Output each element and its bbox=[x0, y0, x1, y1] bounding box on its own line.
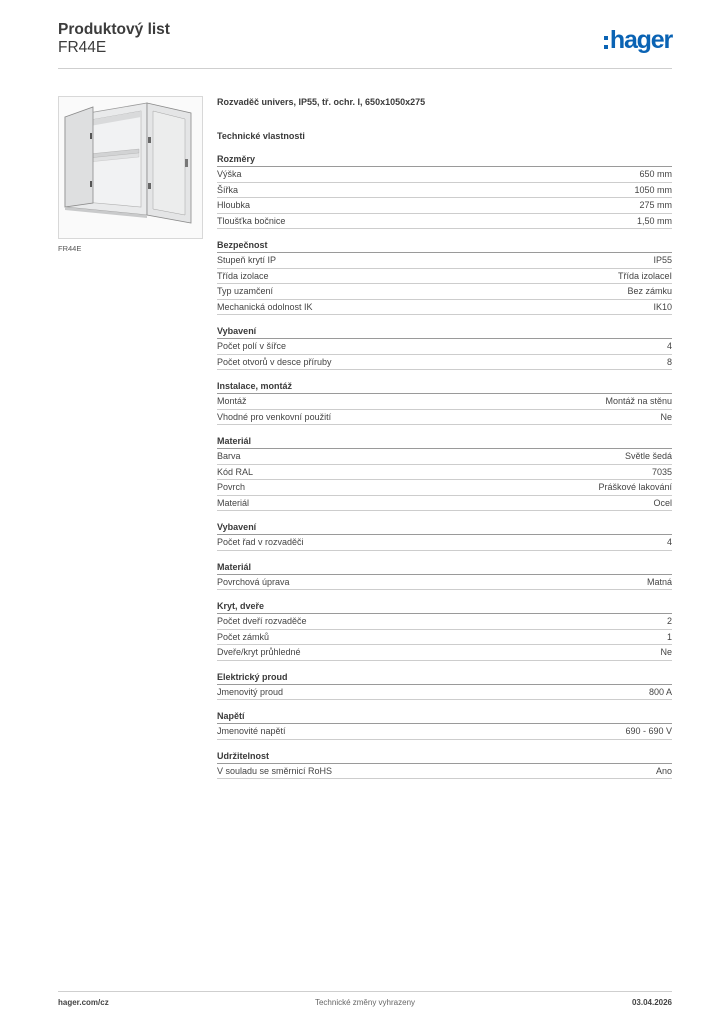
spec-row bbox=[217, 645, 672, 661]
section-title: Napětí bbox=[217, 710, 672, 724]
spec-value: 650 mm bbox=[639, 169, 672, 179]
spec-label: Barva bbox=[217, 451, 241, 461]
section-title: Instalace, montáž bbox=[217, 380, 672, 394]
spec-section bbox=[217, 561, 672, 591]
spec-value: Ne bbox=[660, 647, 672, 657]
spec-row bbox=[217, 269, 672, 285]
spec-label: Dveře/kryt průhledné bbox=[217, 647, 301, 657]
spec-label: Vhodné pro venkovní použití bbox=[217, 411, 332, 422]
spec-row bbox=[217, 394, 672, 410]
spec-row bbox=[217, 480, 672, 496]
spec-value: 1050 mm bbox=[634, 184, 672, 195]
spec-label: V souladu se směrnicí RoHS bbox=[217, 765, 333, 776]
image-caption: FR44E bbox=[58, 244, 82, 253]
spec-value: 4 bbox=[666, 537, 672, 547]
spec-section bbox=[217, 380, 672, 425]
spec-section bbox=[217, 153, 672, 229]
spec-value: 8 bbox=[666, 356, 672, 367]
spec-value: Ne bbox=[660, 411, 672, 422]
section-title: Vybavení bbox=[217, 325, 672, 339]
spec-value: 690 - 690 V bbox=[625, 726, 672, 736]
section-title: Materiál bbox=[217, 435, 672, 449]
spec-label: Materiál bbox=[217, 497, 250, 508]
footer-date: 03.04.2026 bbox=[631, 998, 672, 1007]
section-title: Rozměry bbox=[217, 153, 672, 167]
section-title: Udržitelnost bbox=[217, 750, 672, 764]
spec-value: IP55 bbox=[653, 255, 672, 265]
spec-label: Počet polí v šířce bbox=[217, 341, 287, 351]
spec-value: 2 bbox=[666, 616, 672, 626]
spec-label: Třída izolace bbox=[217, 270, 269, 281]
spec-label: Jmenovitý proud bbox=[217, 686, 284, 697]
spec-label: Stupeň krytí IP bbox=[217, 255, 277, 265]
logo-text: hager bbox=[609, 26, 672, 54]
spec-row bbox=[217, 764, 672, 780]
spec-section bbox=[217, 710, 672, 740]
spec-value: 4 bbox=[666, 341, 672, 351]
spec-value: Ano bbox=[655, 765, 672, 776]
spec-section bbox=[217, 671, 672, 701]
footer-note: Technické změny vyhrazeny bbox=[314, 998, 416, 1007]
spec-value: Práškové lakování bbox=[598, 482, 672, 492]
spec-row bbox=[217, 198, 672, 214]
spec-row bbox=[217, 253, 672, 269]
spec-label: Povrchová úprava bbox=[217, 576, 290, 587]
spec-row bbox=[217, 167, 672, 183]
spec-row bbox=[217, 449, 672, 465]
spec-label: Výška bbox=[217, 169, 242, 179]
spec-label: Počet řad v rozvaděči bbox=[217, 537, 304, 547]
spec-value: 1,50 mm bbox=[636, 215, 672, 226]
spec-row bbox=[217, 575, 672, 591]
spec-sections bbox=[217, 153, 672, 779]
spec-value: 7035 bbox=[651, 466, 672, 477]
spec-value: 275 mm bbox=[639, 200, 672, 210]
section-title: Kryt, dveře bbox=[217, 600, 672, 614]
technical-properties-heading: Technické vlastnosti bbox=[217, 131, 305, 141]
spec-section bbox=[217, 521, 672, 551]
spec-label: Šířka bbox=[217, 184, 239, 195]
enclosure-illustration bbox=[59, 97, 202, 238]
spec-row bbox=[217, 284, 672, 300]
product-image bbox=[58, 96, 203, 239]
spec-section bbox=[217, 750, 672, 780]
section-title: Vybavení bbox=[217, 521, 672, 535]
spec-value: 1 bbox=[666, 631, 672, 642]
spec-label: Počet otvorů v desce příruby bbox=[217, 356, 332, 367]
spec-value: Bez zámku bbox=[627, 286, 672, 296]
section-title: Materiál bbox=[217, 561, 672, 575]
spec-section bbox=[217, 600, 672, 661]
spec-section bbox=[217, 239, 672, 315]
spec-label: Jmenovité napětí bbox=[217, 726, 286, 736]
spec-label: Hloubka bbox=[217, 200, 251, 210]
spec-label: Kód RAL bbox=[217, 466, 254, 477]
spec-row bbox=[217, 465, 672, 481]
spec-row bbox=[217, 355, 672, 371]
footer-website-link[interactable]: hager.com/cz bbox=[58, 998, 109, 1007]
spec-row bbox=[217, 685, 672, 701]
section-title: Elektrický proud bbox=[217, 671, 672, 685]
spec-value: Matná bbox=[646, 576, 672, 587]
spec-label: Povrch bbox=[217, 482, 246, 492]
spec-value: Montáž na stěnu bbox=[605, 396, 672, 406]
spec-row bbox=[217, 614, 672, 630]
product-description: Rozvaděč univers, IP55, tř. ochr. I, 650x1050x275 bbox=[217, 97, 426, 107]
spec-label: Tloušťka bočnice bbox=[217, 215, 286, 226]
spec-label: Typ uzamčení bbox=[217, 286, 274, 296]
spec-value: Světle šedá bbox=[624, 451, 672, 461]
spec-row bbox=[217, 300, 672, 316]
product-code: FR44E bbox=[58, 39, 107, 56]
spec-section bbox=[217, 435, 672, 511]
spec-value: 800 A bbox=[648, 686, 672, 697]
spec-row bbox=[217, 183, 672, 199]
spec-row bbox=[217, 630, 672, 646]
spec-value: Ocel bbox=[653, 497, 672, 508]
product-specs bbox=[217, 95, 672, 779]
logo-dots-icon bbox=[604, 36, 608, 49]
spec-label: Montáž bbox=[217, 396, 247, 406]
spec-section bbox=[217, 325, 672, 370]
section-title: Bezpečnost bbox=[217, 239, 672, 253]
spec-label: Počet dveří rozvaděče bbox=[217, 616, 307, 626]
header-divider bbox=[58, 68, 672, 69]
hager-logo[interactable] bbox=[604, 26, 672, 54]
page-title: Produktový list bbox=[58, 21, 170, 38]
spec-label: Počet zámků bbox=[217, 631, 270, 642]
page-header bbox=[58, 20, 672, 70]
spec-value: IK10 bbox=[653, 301, 672, 312]
spec-row bbox=[217, 339, 672, 355]
page-footer bbox=[58, 998, 672, 1012]
spec-value: Třída izolaceI bbox=[617, 270, 672, 281]
footer-divider bbox=[58, 991, 672, 992]
spec-row bbox=[217, 496, 672, 512]
spec-row bbox=[217, 724, 672, 740]
spec-row bbox=[217, 410, 672, 426]
spec-label: Mechanická odolnost IK bbox=[217, 301, 313, 312]
spec-row bbox=[217, 214, 672, 230]
spec-row bbox=[217, 535, 672, 551]
